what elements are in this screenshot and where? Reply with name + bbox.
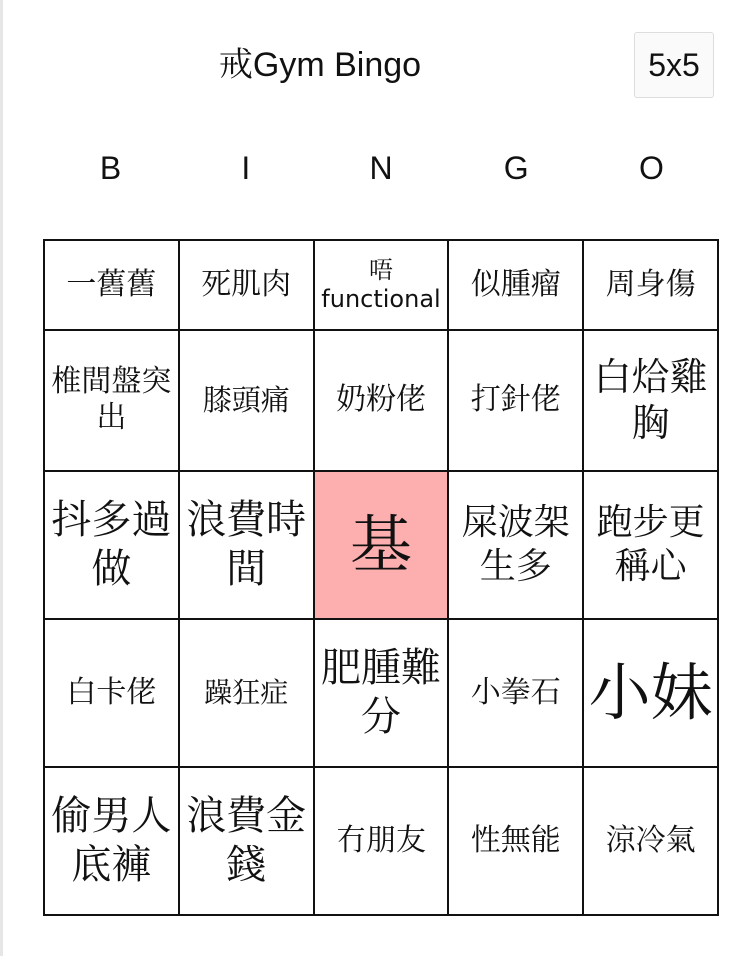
- bingo-cell[interactable]: 冇朋友: [314, 767, 449, 915]
- bingo-cell[interactable]: 周身傷: [583, 240, 718, 330]
- board-row: [44, 619, 718, 767]
- bingo-cell[interactable]: 跑步更稱心: [583, 471, 718, 619]
- bingo-cell[interactable]: 死肌肉: [179, 240, 314, 330]
- left-edge-divider: [0, 0, 3, 956]
- bingo-cell[interactable]: 小妹: [583, 619, 718, 767]
- board-row: [44, 471, 718, 619]
- page-title: 戒Gym Bingo: [218, 46, 422, 84]
- board-row: [44, 767, 718, 915]
- board-row: [44, 330, 718, 471]
- bingo-cell[interactable]: 性無能: [448, 767, 583, 915]
- bingo-board: [43, 239, 719, 916]
- free-space-cell[interactable]: 基: [314, 471, 449, 619]
- bingo-cell[interactable]: 白卡佬: [44, 619, 179, 767]
- bingo-cell[interactable]: 抖多過做: [44, 471, 179, 619]
- board-row: [44, 240, 718, 330]
- letter-b: B: [99, 150, 122, 186]
- bingo-cell[interactable]: 打針佬: [448, 330, 583, 471]
- letter-o: O: [638, 150, 664, 186]
- letter-i: I: [241, 150, 251, 186]
- bingo-cell[interactable]: 小拳石: [448, 619, 583, 767]
- bingo-cell[interactable]: 白烚雞胸: [583, 330, 718, 471]
- bingo-cell[interactable]: 椎間盤突出: [44, 330, 179, 471]
- bingo-cell[interactable]: 屎波架生多: [448, 471, 583, 619]
- bingo-cell[interactable]: 唔 functional: [314, 240, 449, 330]
- bingo-cell[interactable]: 肥腫難分: [314, 619, 449, 767]
- letter-n: N: [369, 150, 393, 186]
- letter-g: G: [503, 150, 529, 186]
- bingo-cell[interactable]: 涼冷氣: [583, 767, 718, 915]
- grid-size-button[interactable]: 5x5: [634, 32, 714, 98]
- bingo-cell[interactable]: 膝頭痛: [179, 330, 314, 471]
- bingo-letters-header: [43, 140, 719, 196]
- bingo-cell[interactable]: 躁狂症: [179, 619, 314, 767]
- bingo-cell[interactable]: 浪費時間: [179, 471, 314, 619]
- bingo-cell[interactable]: 一舊舊: [44, 240, 179, 330]
- bingo-cell[interactable]: 似腫瘤: [448, 240, 583, 330]
- bingo-cell[interactable]: 浪費金錢: [179, 767, 314, 915]
- bingo-cell[interactable]: 偷男人底褲: [44, 767, 179, 915]
- bingo-cell[interactable]: 奶粉佬: [314, 330, 449, 471]
